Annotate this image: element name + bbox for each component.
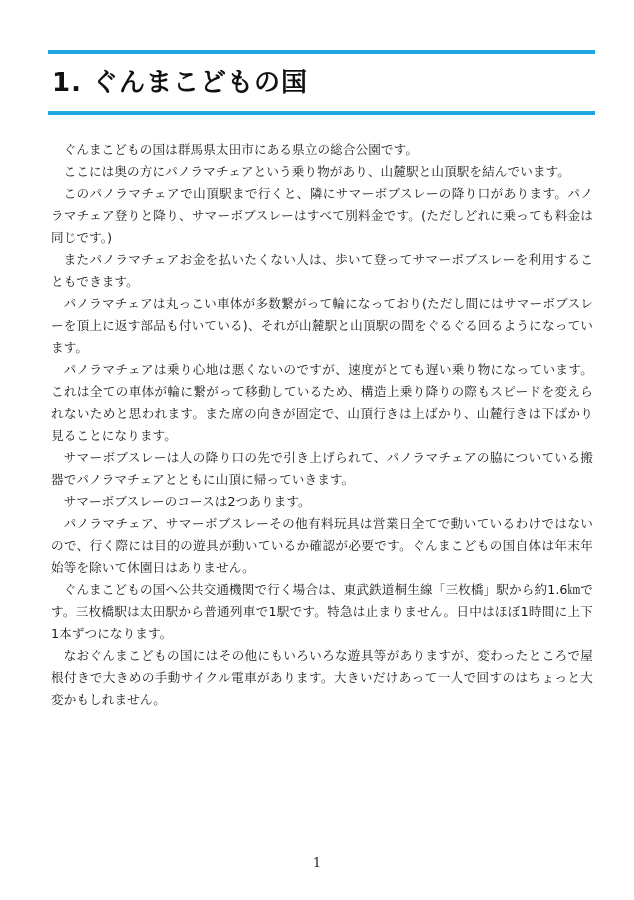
paragraph: ぐんまこどもの国は群馬県太田市にある県立の総合公園です。 xyxy=(63,142,419,157)
page-number: 1 xyxy=(312,856,322,871)
title-top-rule xyxy=(48,50,595,54)
paragraph: サマーボブスレーのコースは2つあります。 xyxy=(63,494,311,509)
paragraph: またパノラマチェアお金を払いたくない人は、歩いて登ってサマーボブスレーを利用することもできます。 xyxy=(51,252,593,289)
paragraph: サマーボブスレーは人の降り口の先で引き上げられて、パノラマチェアの脇についている搬器でパノラマチェアとともに山頂に帰っていきます。 xyxy=(51,450,593,487)
paragraph: パノラマチェアは乗り心地は悪くないのですが、速度がとても遅い乗り物になっています。これは全ての車体が輪に繋がって移動しているため、構造上乗り降りの際もスピードを変えられないためと思われます。また席の向きが固定で、山頂行きは上ばかり、山麓行きは下ばかり見ることになります。 xyxy=(51,362,593,443)
paragraph: このパノラマチェアで山頂駅まで行くと、隣にサマーボブスレーの降り口があります。パノラマチェア登りと降り、サマーボブスレーはすべて別料金です。(ただしどれに乗っても料金は同じです。) xyxy=(51,186,593,245)
page-title: 1. ぐんまこどもの国 xyxy=(52,68,309,98)
paragraph: パノラマチェアは丸っこい車体が多数繋がって輪になっており(ただし間にはサマーボブスレーを頂上に返す部品も付いている)、それが山麓駅と山頂駅の間をぐるぐる回るようになっています。 xyxy=(51,296,593,355)
title-bottom-rule xyxy=(48,111,595,115)
paragraph: パノラマチェア、サマーボブスレーその他有料玩具は営業日全てで動いているわけではないので、行く際には目的の遊具が動いているか確認が必要です。ぐんまこどもの国自体は年末年始等を除いて休園日はありません。 xyxy=(51,516,593,575)
paragraph: ぐんまこどもの国へ公共交通機関で行く場合は、東武鉄道桐生線「三枚橋」駅から約1.6㎞です。三枚橋駅は太田駅から普通列車で1駅です。特急は止まりません。日中はほぼ1時間に上下1本ずつになります。 xyxy=(51,582,593,641)
paragraph: なおぐんまこどもの国にはその他にもいろいろな遊具等がありますが、変わったところで屋根付きで大きめの手動サイクル電車があります。大きいだけあって一人で回すのはちょっと大変かもしれません。 xyxy=(51,648,593,707)
body-text xyxy=(51,139,593,711)
paragraph: ここには奥の方にパノラマチェアという乗り物があり、山麓駅と山頂駅を結んでいます。 xyxy=(63,164,570,179)
